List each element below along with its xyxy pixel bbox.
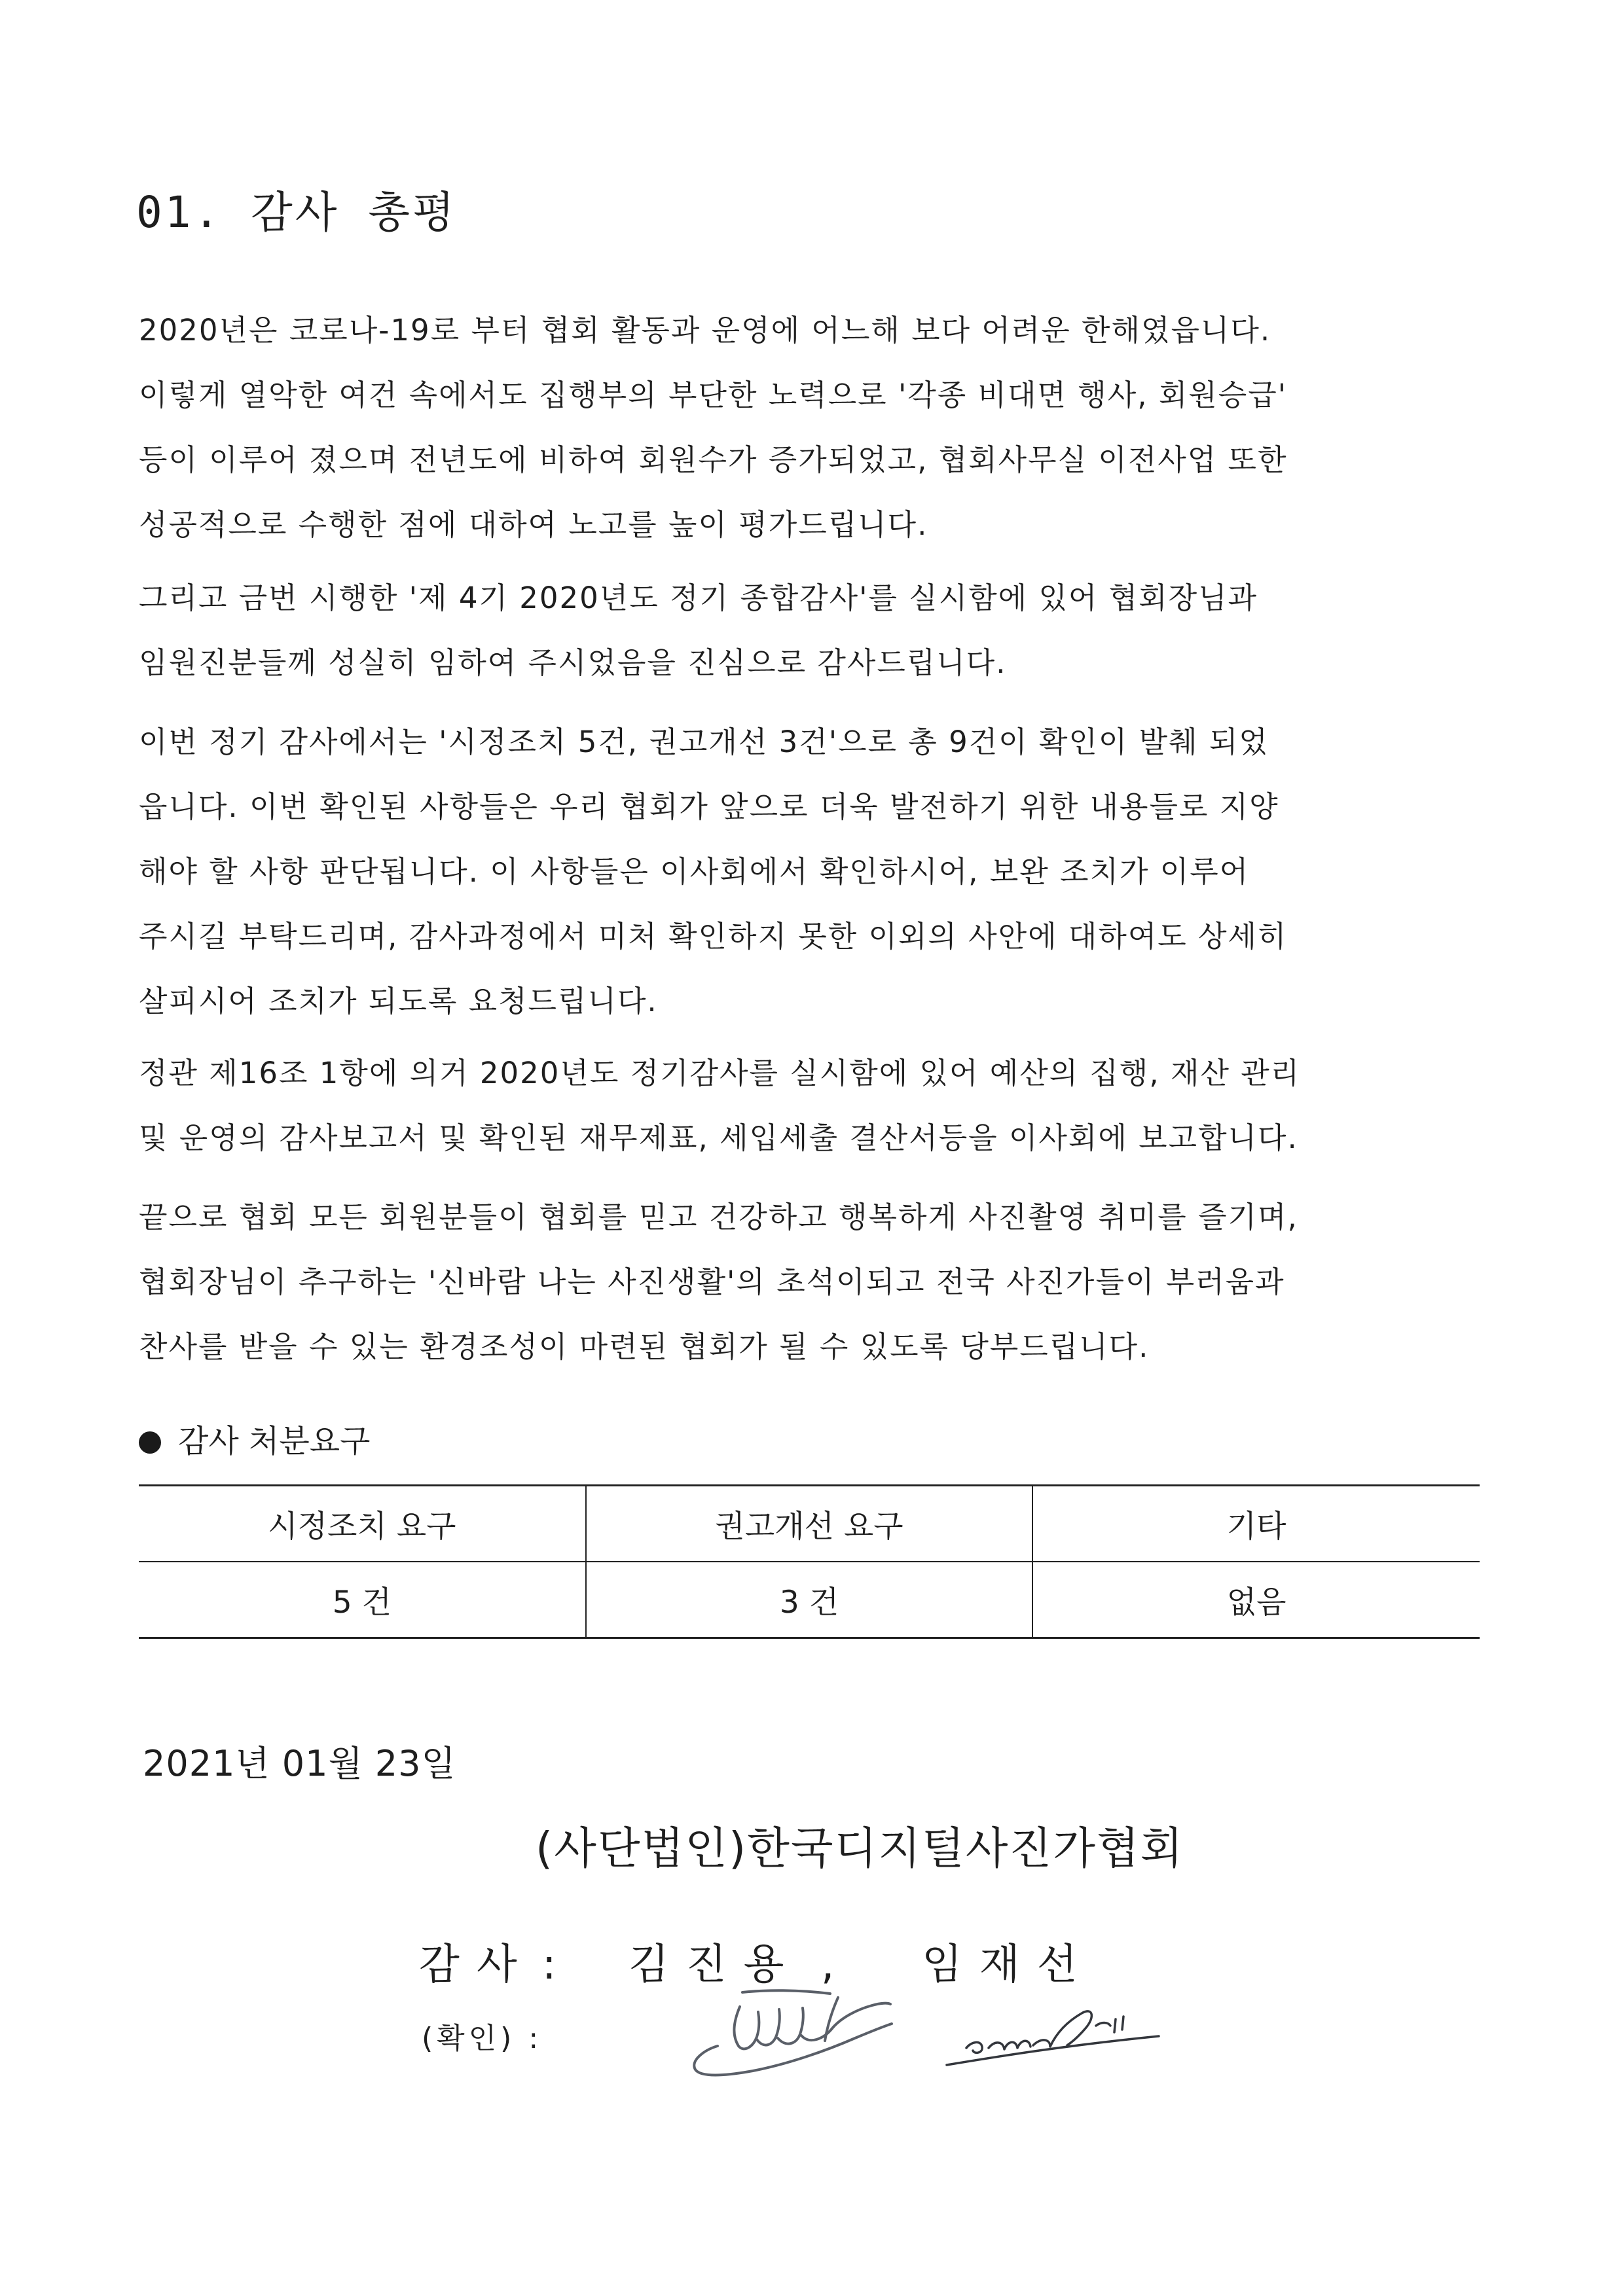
paragraph-line: 성공적으로 수행한 점에 대하여 노고를 높이 평가드립니다. bbox=[139, 507, 928, 542]
paragraph-line: 이번 정기 감사에서는 '시정조치 5건, 권고개선 3건'으로 총 9건이 확인이 발췌 되었 bbox=[139, 725, 1269, 759]
paragraph-line: 등이 이루어 졌으며 전년도에 비하여 회원수가 증가되었고, 협회사무실 이전사업 또한 bbox=[139, 442, 1288, 477]
paragraph-findings bbox=[139, 709, 1507, 1033]
paragraph-closing bbox=[139, 1185, 1507, 1379]
paragraph-report bbox=[139, 1041, 1507, 1170]
paragraph-summary bbox=[139, 298, 1507, 557]
column-header-recommendation: 권고개선 요구 bbox=[586, 1486, 1033, 1562]
section-title: 01. 감사 총평 bbox=[136, 187, 457, 238]
cell-recommendation-count: 3 건 bbox=[586, 1562, 1033, 1638]
column-header-other: 기타 bbox=[1032, 1486, 1480, 1562]
paragraph-line: 해야 할 사항 판단됩니다. 이 사항들은 이사회에서 확인하시어, 보완 조치가 이루어 bbox=[139, 854, 1250, 889]
confirm-label: (확인) : bbox=[422, 2022, 543, 2055]
signature-1-icon bbox=[661, 1983, 903, 2081]
paragraph-line: 및 운영의 감사보고서 및 확인된 재무제표, 세입세출 결산서등을 이사회에 보고합니다. bbox=[139, 1121, 1298, 1155]
paragraph-line: 이렇게 열악한 여건 속에서도 집행부의 부단한 노력으로 '각종 비대면 행사, 회원승급' bbox=[139, 378, 1288, 412]
document-date: 2021년 01월 23일 bbox=[143, 1743, 456, 1784]
paragraph-line: 주시길 부탁드리며, 감사과정에서 미처 확인하지 못한 이외의 사안에 대하여도 상세히 bbox=[139, 919, 1288, 954]
cell-correction-count: 5 건 bbox=[139, 1562, 586, 1638]
paragraph-line: 살피시어 조치가 되도록 요청드립니다. bbox=[139, 984, 658, 1018]
auditor-separator: , bbox=[821, 1941, 835, 1989]
column-header-correction: 시정조치 요구 bbox=[139, 1486, 586, 1562]
organization-name: (사단법인)한국디지털사진가협회 bbox=[536, 1823, 1184, 1874]
cell-other-count: 없음 bbox=[1032, 1562, 1480, 1638]
paragraph-thanks bbox=[139, 565, 1507, 695]
table-header-row bbox=[139, 1486, 1480, 1562]
paragraph-line: 협회장님이 추구하는 '신바람 나는 사진생활'의 초석이되고 전국 사진가들이 부러움과 bbox=[139, 1265, 1285, 1299]
signature-2-icon bbox=[943, 2000, 1178, 2072]
paragraph-line: 2020년은 코로나-19로 부터 협회 활동과 운영에 어느해 보다 어려운 한해였읍니다. bbox=[139, 313, 1271, 348]
paragraph-line: 끝으로 협회 모든 회원분들이 협회를 믿고 건강하고 행복하게 사진촬영 취미를 즐기며, bbox=[139, 1200, 1298, 1234]
requests-title: 감사 처분요구 bbox=[178, 1423, 371, 1460]
requests-table bbox=[139, 1484, 1480, 1639]
paragraph-line: 임원진분들께 성실히 임하여 주시었음을 진심으로 감사드립니다. bbox=[139, 645, 1007, 680]
paragraph-line: 그리고 금번 시행한 '제 4기 2020년도 정기 종합감사'를 실시함에 있어 협회장님과 bbox=[139, 581, 1258, 615]
bullet-icon bbox=[139, 1431, 161, 1454]
auditor-name-1: 김진용 bbox=[629, 1941, 801, 1989]
paragraph-line: 읍니다. 이번 확인된 사항들은 우리 협회가 앞으로 더욱 발전하기 위한 내용들로 지양 bbox=[139, 789, 1279, 824]
table-row bbox=[139, 1562, 1480, 1638]
auditor-colon: : bbox=[542, 1941, 556, 1989]
requests-heading bbox=[139, 1422, 370, 1461]
paragraph-line: 찬사를 받을 수 있는 환경조성이 마련된 협회가 될 수 있도록 당부드립니다. bbox=[139, 1329, 1150, 1364]
auditor-name-2: 임재선 bbox=[922, 1941, 1095, 1989]
paragraph-line: 정관 제16조 1항에 의거 2020년도 정기감사를 실시함에 있어 예산의 집행, 재산 관리 bbox=[139, 1056, 1301, 1090]
auditor-label: 감사 bbox=[419, 1941, 534, 1989]
